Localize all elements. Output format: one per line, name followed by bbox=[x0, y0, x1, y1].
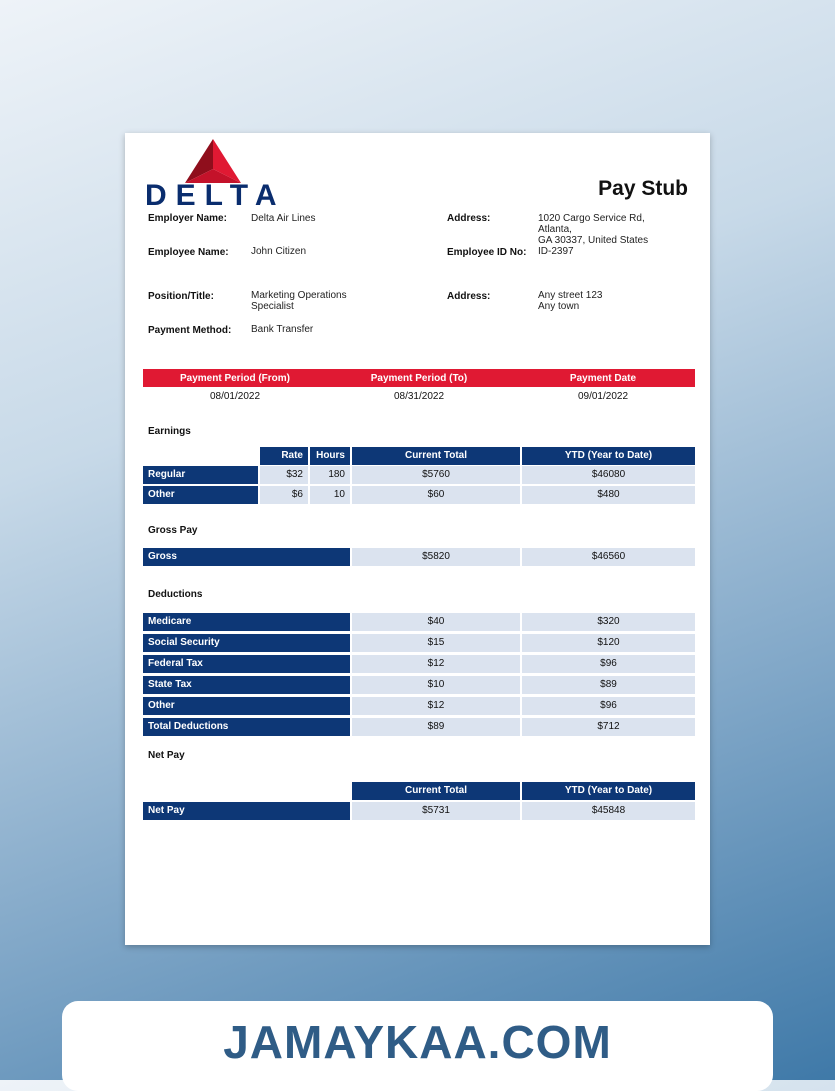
position-value bbox=[251, 290, 371, 312]
watermark-text: JAMAYKAA.COM bbox=[223, 1016, 612, 1068]
total-deductions-current: $89 bbox=[352, 718, 520, 736]
deduction-row-current: $12 bbox=[352, 697, 520, 715]
column-header-hours: Hours bbox=[310, 447, 350, 465]
earnings-row-ytd: $46080 bbox=[522, 466, 695, 484]
position-line: Specialist bbox=[251, 301, 294, 312]
column-header-current-total: Current Total bbox=[352, 447, 520, 465]
net-pay-ytd: $45848 bbox=[522, 802, 695, 820]
deduction-row-ytd: $96 bbox=[522, 655, 695, 673]
employee-id-value: ID-2397 bbox=[538, 246, 574, 257]
deduction-row-current: $15 bbox=[352, 634, 520, 652]
deductions-title: Deductions bbox=[148, 589, 203, 600]
gross-current: $5820 bbox=[352, 548, 520, 566]
gross-pay-title: Gross Pay bbox=[148, 525, 198, 536]
net-column-header-ytd: YTD (Year to Date) bbox=[522, 782, 695, 800]
watermark-banner bbox=[62, 1001, 773, 1091]
page-title: Pay Stub bbox=[598, 177, 688, 200]
deduction-row-current: $10 bbox=[352, 676, 520, 694]
earnings-row-label: Regular bbox=[143, 466, 258, 484]
deduction-row-ytd: $96 bbox=[522, 697, 695, 715]
net-column-header-current: Current Total bbox=[352, 782, 520, 800]
position-label: Position/Title: bbox=[148, 291, 214, 302]
gross-label: Gross bbox=[143, 548, 350, 566]
earnings-row-hours: 10 bbox=[310, 486, 350, 504]
period-from-header: Payment Period (From) bbox=[179, 372, 291, 384]
pay-stub-document bbox=[125, 133, 710, 945]
address-line: GA 30337, United States bbox=[538, 235, 649, 246]
deduction-row-label: Social Security bbox=[143, 634, 350, 652]
deduction-row-current: $12 bbox=[352, 655, 520, 673]
earnings-title: Earnings bbox=[148, 426, 191, 437]
column-header-rate: Rate bbox=[260, 447, 308, 465]
payment-period-header bbox=[143, 369, 695, 387]
address-line: Any street 123 bbox=[538, 290, 603, 301]
earnings-row-label: Other bbox=[143, 486, 258, 504]
deduction-row-current: $40 bbox=[352, 613, 520, 631]
total-deductions-label: Total Deductions bbox=[143, 718, 350, 736]
position-line: Marketing Operations bbox=[251, 290, 347, 301]
employee-name-label: Employee Name: bbox=[148, 247, 229, 258]
earnings-row-rate: $32 bbox=[260, 466, 308, 484]
address-line: Atlanta, bbox=[538, 224, 572, 235]
employee-address-label: Address: bbox=[447, 291, 491, 302]
deduction-row-label: Other bbox=[143, 697, 350, 715]
period-to-value: 08/31/2022 bbox=[393, 390, 445, 402]
employee-name-value: John Citizen bbox=[251, 246, 307, 257]
employer-name-label: Employer Name: bbox=[148, 213, 227, 224]
delta-wordmark: DELTA bbox=[145, 179, 286, 212]
payment-period-values bbox=[143, 388, 695, 404]
address-line: 1020 Cargo Service Rd, bbox=[538, 213, 645, 224]
deduction-row-ytd: $89 bbox=[522, 676, 695, 694]
deduction-row-label: Federal Tax bbox=[143, 655, 350, 673]
employer-name-value: Delta Air Lines bbox=[251, 213, 316, 224]
employer-address-label: Address: bbox=[447, 213, 491, 224]
payment-method-value: Bank Transfer bbox=[251, 324, 314, 335]
address-line: Any town bbox=[538, 301, 580, 312]
payment-date-value: 09/01/2022 bbox=[577, 390, 629, 402]
deduction-row-ytd: $320 bbox=[522, 613, 695, 631]
gross-ytd: $46560 bbox=[522, 548, 695, 566]
net-pay-title: Net Pay bbox=[148, 750, 185, 761]
deduction-row-label: State Tax bbox=[143, 676, 350, 694]
deduction-row-label: Medicare bbox=[143, 613, 350, 631]
total-deductions-ytd: $712 bbox=[522, 718, 695, 736]
earnings-row-current: $5760 bbox=[352, 466, 520, 484]
employee-id-label: Employee ID No: bbox=[447, 247, 527, 258]
employee-address-value bbox=[538, 290, 658, 312]
deduction-row-ytd: $120 bbox=[522, 634, 695, 652]
net-pay-current: $5731 bbox=[352, 802, 520, 820]
payment-date-header: Payment Date bbox=[569, 372, 637, 384]
employer-address-value bbox=[538, 213, 678, 246]
earnings-row-hours: 180 bbox=[310, 466, 350, 484]
earnings-row-ytd: $480 bbox=[522, 486, 695, 504]
payment-method-label: Payment Method: bbox=[148, 325, 232, 336]
earnings-row-rate: $6 bbox=[260, 486, 308, 504]
column-header-ytd: YTD (Year to Date) bbox=[522, 447, 695, 465]
period-from-value: 08/01/2022 bbox=[209, 390, 261, 402]
earnings-row-current: $60 bbox=[352, 486, 520, 504]
net-pay-label: Net Pay bbox=[143, 802, 350, 820]
period-to-header: Payment Period (To) bbox=[370, 372, 468, 384]
